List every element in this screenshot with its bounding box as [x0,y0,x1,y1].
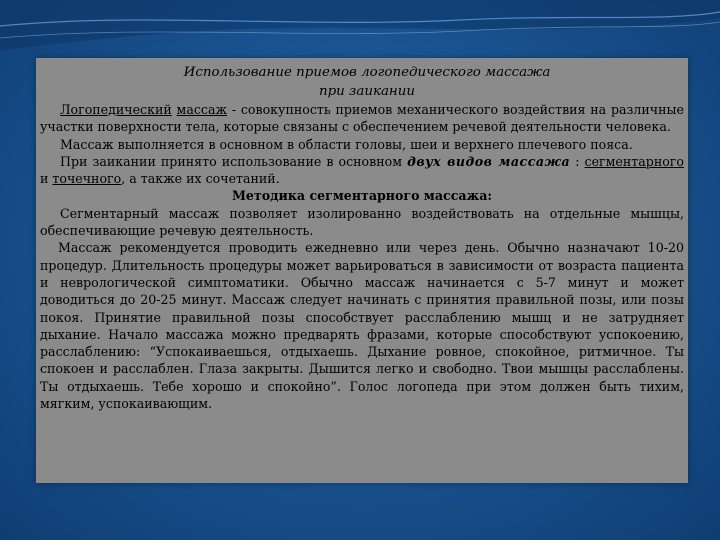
term-logopedic: Логопедический [60,102,172,117]
paragraph-segmental: Сегментарный массаж позволяет изолированно воздействовать на отдельные мышцы, обеспечивающие речевую деятельность. [40,205,684,239]
link-segmental: сегментарного [584,153,684,169]
types-text-d: , а также их сочетаний. [121,171,280,187]
definition-text: - совокупность приемов механического воздействия на различные участки поверхности тела, которые связаны с обеспечением речевой деятельности человека. [40,102,684,135]
title-line-1: Использование приемов логопедического массажа [183,65,551,80]
types-text-c: и [40,171,53,187]
term-massage: массаж [176,102,228,117]
paragraph-types [40,153,684,188]
types-text-b: : [570,153,585,169]
document-body [40,64,684,412]
section-subtitle: Методика сегментарного массажа: [231,188,493,204]
paragraph-definition [40,101,684,136]
types-text-a: При заикании принято использование в основном [60,153,408,169]
link-point: точечного [52,171,122,187]
title-line-2: при заикании [318,83,416,99]
paragraph-procedure: Массаж рекомендуется проводить ежедневно или через день. Обычно назначают 10-20 процедур. Длительность процедуры может варьироваться в зависимости от возраста пациента и неврологической симптоматики. Обычно массаж начинается с 5-7 минут и может доводиться до 20-25 минут. Массаж следует начинать с принятия правильной позы, или позы покоя. Принятие правильной позы способствует расслаблению мышц и не затрудняет дыхание. Начало массажа можно предварять фразами, которые способствуют успокоению, расслаблению: “Успокаиваешься, отдыхаешь. Дыхание ровное, спокойное, ритмичное. Ты спокоен и расслаблен. Глаза закрыты. Дышится легко и свободно. Твои мышцы расслаблены. Ты отдыхаешь. Тебе хорошо и спокойно”. Голос логопеда при этом должен быть тихим, мягким, успокаивающим. [40,240,684,412]
paragraph-area: Массаж выполняется в основном в области головы, шеи и верхнего плечевого пояса. [60,136,633,152]
types-emphasis: двух видов массажа [407,153,571,169]
